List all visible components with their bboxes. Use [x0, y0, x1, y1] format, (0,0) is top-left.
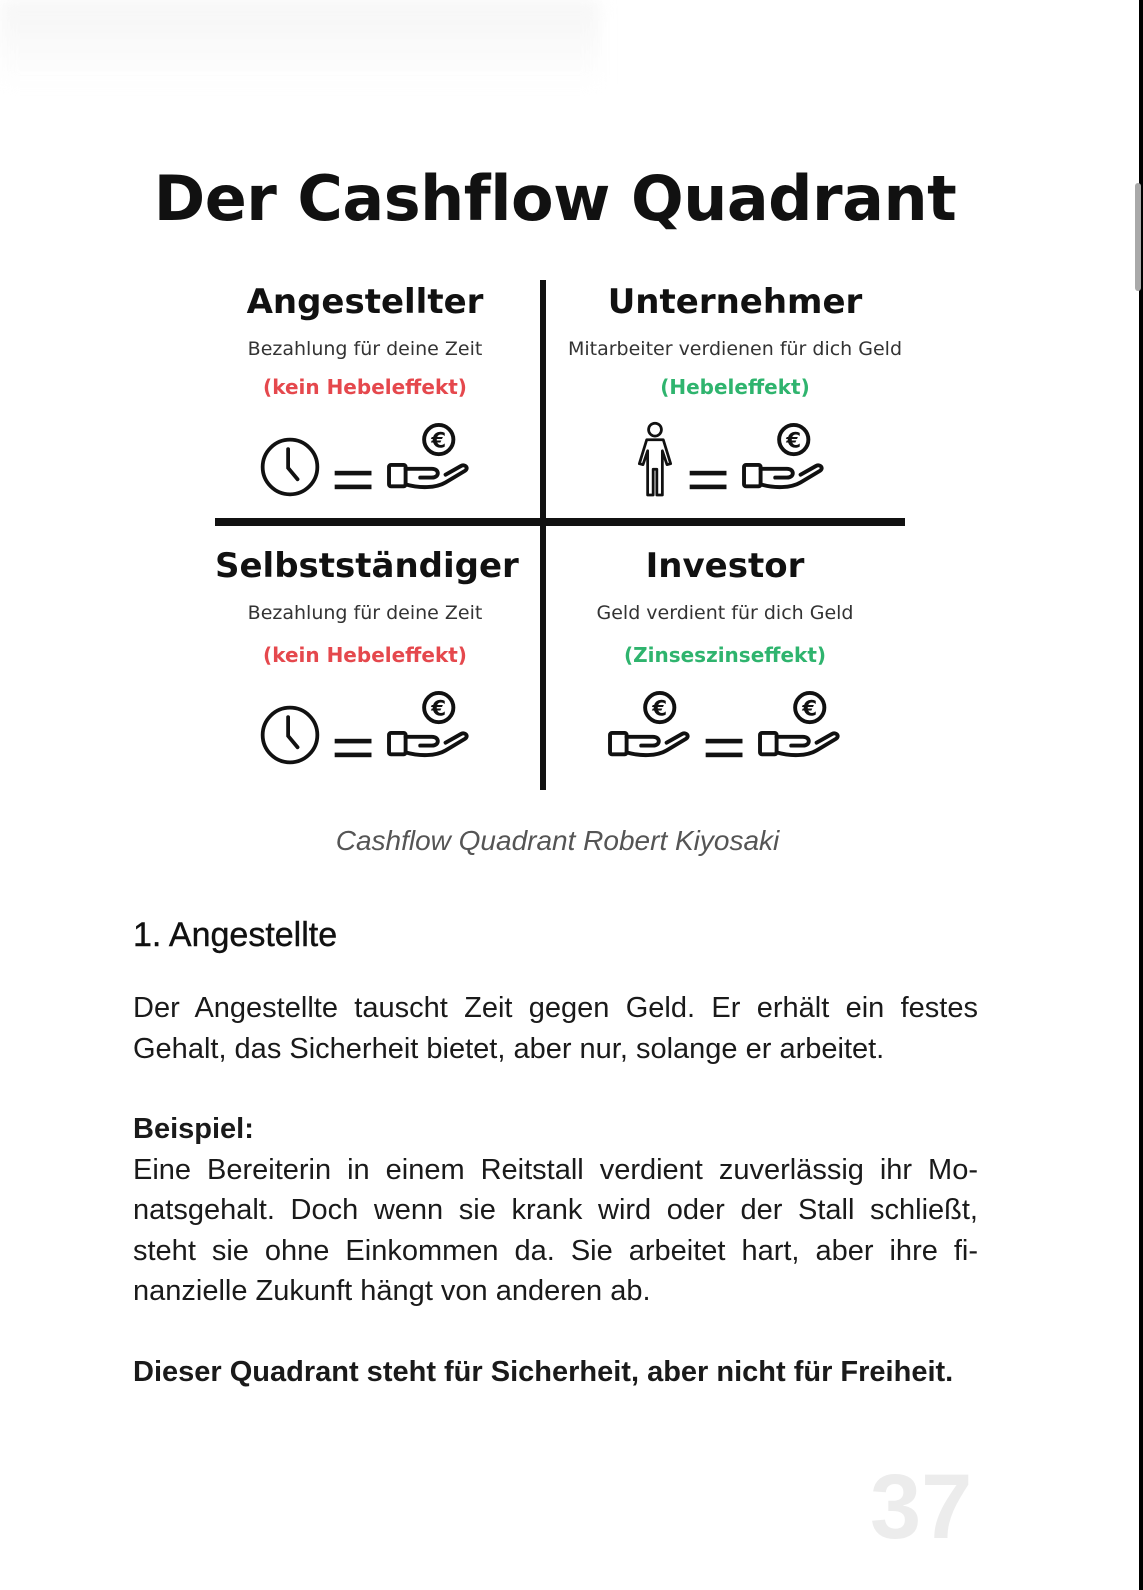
quadrant-effect: (Hebeleffekt) [660, 375, 810, 399]
page-title: Der Cashflow Quadrant [153, 162, 957, 235]
equals-icon [686, 460, 732, 500]
quadrant-effect: (kein Hebeleffekt) [263, 643, 467, 667]
clock-icon [257, 434, 323, 500]
hand-euro-icon [385, 690, 473, 768]
quadrant-effect: (Zinseszinseffekt) [623, 643, 827, 667]
equals-icon [331, 460, 377, 500]
paragraph-line: Gehalt, das Sicherheit bietet, aber nur, solange er arbeitet. [133, 1032, 885, 1065]
clock-icon [257, 702, 323, 768]
paragraph-line: natsgehalt. Doch wenn sie krank wird oder der Stall schließt, [133, 1194, 978, 1226]
quadrant-unternehmer [550, 280, 920, 500]
quadrant-heading: Angestellter [246, 282, 484, 322]
vertical-divider [540, 280, 546, 790]
quadrant-angestellter [215, 280, 515, 500]
paragraph-line: nanzielle Zukunft hängt von anderen ab. [133, 1275, 651, 1307]
quadrant-effect: (kein Hebeleffekt) [263, 375, 467, 399]
scrollbar[interactable] [1135, 183, 1141, 291]
page-number: 37 [870, 1456, 973, 1558]
equals-icon [702, 728, 748, 768]
conclusion: Dieser Quadrant steht für Sicherheit, aber nicht für Freiheit. [133, 1355, 954, 1388]
person-icon [632, 420, 678, 500]
section-heading: 1. Angestellte [133, 916, 338, 954]
top-shadow [0, 0, 600, 90]
quadrant-subtitle: Bezahlung für deine Zeit [247, 602, 483, 624]
figure-caption: Cashflow Quadrant Robert Kiyosaki [335, 825, 780, 856]
section-content [133, 912, 978, 1392]
quadrant-investor [550, 544, 900, 768]
horizontal-divider [215, 518, 905, 526]
paragraph-line: Der Angestellte tauscht Zeit gegen Geld. Er erhält ein festes [133, 992, 978, 1024]
hand-euro-icon [740, 422, 828, 500]
hand-euro-icon [385, 422, 473, 500]
hand-euro-icon [756, 690, 844, 768]
quadrant-subtitle: Geld verdient für dich Geld [596, 602, 854, 624]
quadrant-heading: Investor [645, 546, 805, 586]
quadrant-subtitle: Mitarbeiter verdienen für dich Geld [567, 338, 903, 360]
quadrant-heading: Selbstständiger [215, 546, 519, 586]
paragraph-line: steht sie ohne Einkommen da. Sie arbeitet hart, aber ihre fi- [133, 1234, 978, 1267]
example-label: Beispiel: [133, 1113, 254, 1145]
equals-icon [331, 728, 377, 768]
quadrant-heading: Unternehmer [607, 282, 863, 322]
quadrant-subtitle: Bezahlung für deine Zeit [247, 338, 483, 360]
hand-euro-icon [606, 690, 694, 768]
quadrant-selbststaendiger [215, 544, 519, 768]
paragraph-line: Eine Bereiterin in einem Reitstall verdient zuverlässig ihr Mo- [133, 1153, 978, 1186]
